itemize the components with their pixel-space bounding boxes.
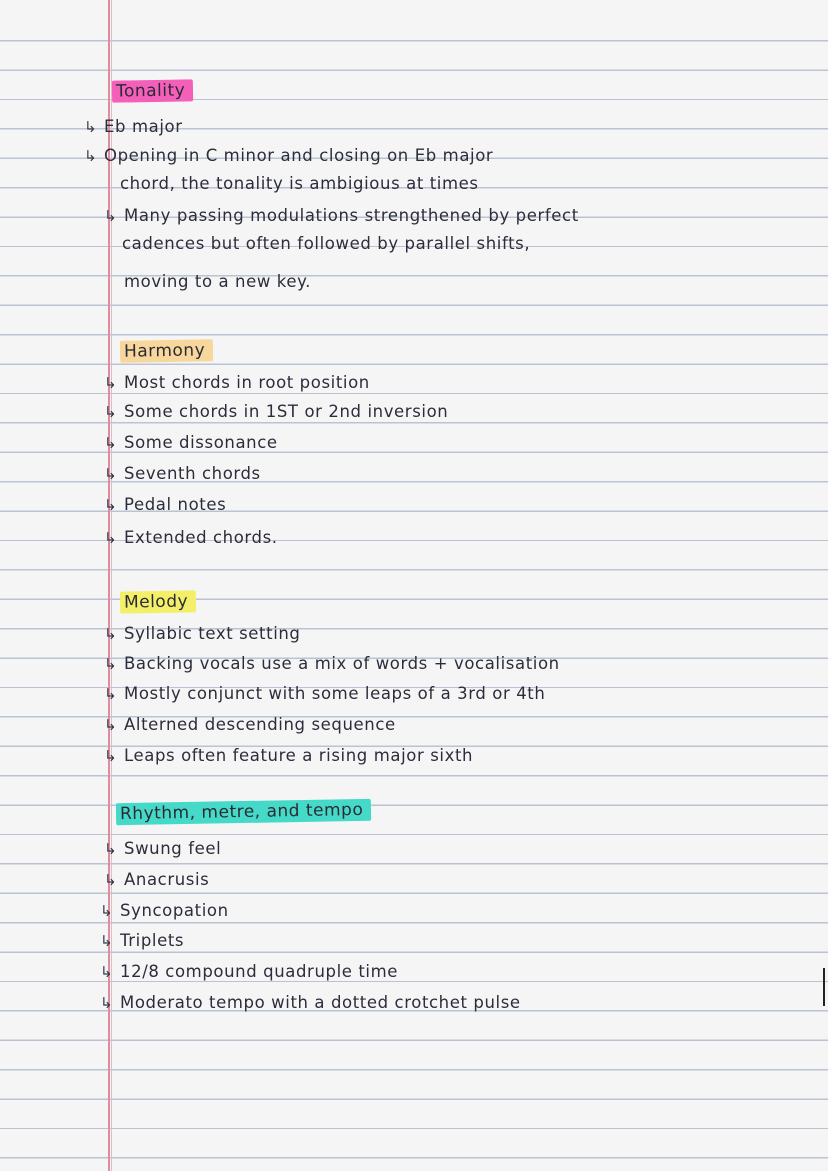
arrow-icon: ↳ bbox=[104, 655, 117, 673]
harmony-item: Extended chords. bbox=[124, 528, 278, 547]
list-item bbox=[100, 988, 521, 1012]
list-item bbox=[104, 490, 226, 514]
melody-item: Syllabic text setting bbox=[124, 624, 301, 643]
list-item bbox=[104, 834, 221, 858]
list-item bbox=[104, 679, 545, 703]
tonality-item: Eb major bbox=[104, 117, 183, 136]
list-item bbox=[100, 896, 229, 920]
list-item bbox=[84, 112, 183, 136]
arrow-icon: ↳ bbox=[104, 840, 117, 858]
rhythm-item: 12/8 compound quadruple time bbox=[120, 962, 399, 981]
list-item bbox=[104, 201, 579, 225]
arrow-icon: ↳ bbox=[104, 625, 117, 643]
arrow-icon: ↳ bbox=[84, 118, 97, 136]
rhythm-item: Swung feel bbox=[124, 839, 222, 858]
arrow-icon: ↳ bbox=[104, 434, 117, 452]
rhythm-item: Syncopation bbox=[120, 901, 229, 920]
melody-item: Alterned descending sequence bbox=[124, 715, 396, 734]
arrow-icon: ↳ bbox=[104, 716, 117, 734]
list-item bbox=[84, 141, 493, 165]
harmony-item: Some chords in 1ST or 2nd inversion bbox=[124, 402, 449, 421]
melody-item: Mostly conjunct with some leaps of a 3rd or 4th bbox=[124, 684, 546, 703]
harmony-item: Seventh chords bbox=[124, 464, 261, 483]
list-item bbox=[104, 459, 261, 483]
tonality-continuation: cadences but often followed by parallel shifts, bbox=[122, 234, 531, 253]
list-item bbox=[104, 865, 209, 889]
list-item bbox=[104, 428, 278, 452]
arrow-icon: ↳ bbox=[104, 747, 117, 765]
list-item bbox=[104, 619, 301, 643]
page-edge-mark bbox=[823, 968, 825, 1006]
list-item bbox=[100, 957, 398, 981]
tonality-heading: Tonality bbox=[112, 79, 194, 102]
arrow-icon: ↳ bbox=[104, 465, 117, 483]
harmony-item: Most chords in root position bbox=[124, 373, 370, 392]
arrow-icon: ↳ bbox=[104, 871, 117, 889]
list-item bbox=[104, 741, 473, 765]
arrow-icon: ↳ bbox=[100, 902, 113, 920]
rhythm-item: Anacrusis bbox=[124, 870, 210, 889]
arrow-icon: ↳ bbox=[100, 963, 113, 981]
arrow-icon: ↳ bbox=[104, 685, 117, 703]
rhythm-item: Triplets bbox=[120, 931, 185, 950]
melody-item: Leaps often feature a rising major sixth bbox=[124, 746, 474, 765]
arrow-icon: ↳ bbox=[104, 529, 117, 547]
list-item bbox=[104, 397, 448, 421]
list-item bbox=[104, 368, 370, 392]
tonality-continuation: chord, the tonality is ambigious at times bbox=[120, 174, 479, 193]
arrow-icon: ↳ bbox=[104, 374, 117, 392]
harmony-item: Pedal notes bbox=[124, 495, 227, 514]
harmony-item: Some dissonance bbox=[124, 433, 278, 452]
arrow-icon: ↳ bbox=[104, 496, 117, 514]
list-item bbox=[100, 926, 184, 950]
list-item bbox=[104, 649, 560, 673]
arrow-icon: ↳ bbox=[104, 207, 117, 225]
arrow-icon: ↳ bbox=[100, 994, 113, 1012]
list-item bbox=[104, 710, 396, 734]
melody-heading: Melody bbox=[120, 590, 196, 613]
rhythm-item: Moderato tempo with a dotted crotchet pulse bbox=[120, 993, 521, 1012]
tonality-continuation: moving to a new key. bbox=[124, 272, 311, 291]
arrow-icon: ↳ bbox=[104, 403, 117, 421]
rhythm-heading: Rhythm, metre, and tempo bbox=[116, 799, 372, 825]
harmony-heading: Harmony bbox=[120, 339, 214, 363]
arrow-icon: ↳ bbox=[84, 147, 97, 165]
tonality-item: Many passing modulations strengthened by perfect bbox=[124, 206, 579, 225]
melody-item: Backing vocals use a mix of words + vocalisation bbox=[124, 654, 560, 673]
tonality-item: Opening in C minor and closing on Eb major bbox=[104, 146, 494, 165]
list-item bbox=[104, 523, 278, 547]
arrow-icon: ↳ bbox=[100, 932, 113, 950]
